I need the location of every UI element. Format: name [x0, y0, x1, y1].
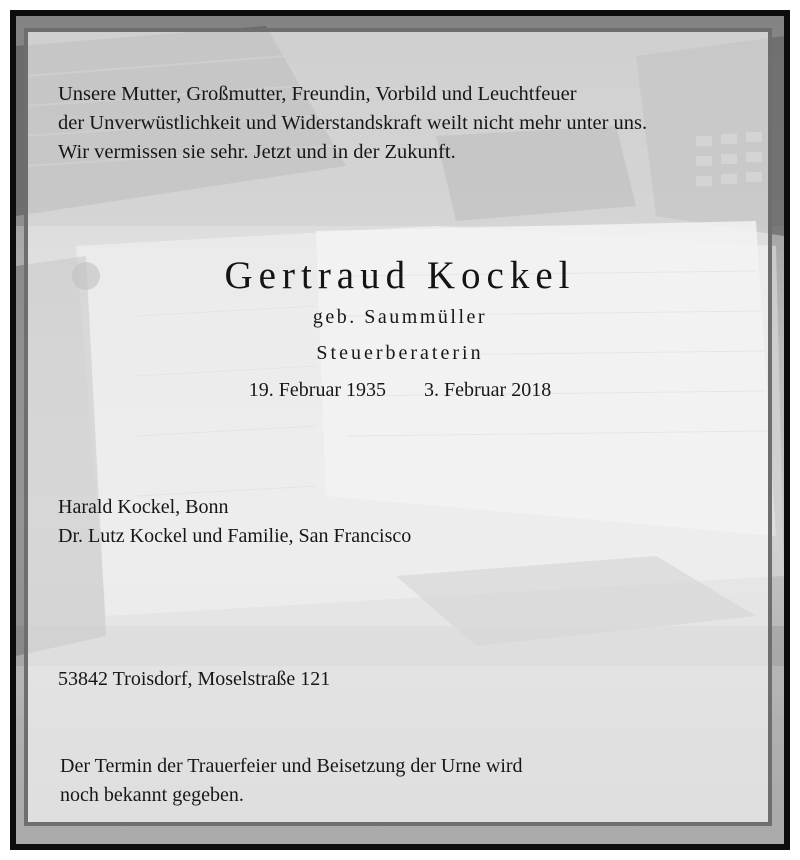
closing-line: noch bekannt gegeben. — [60, 784, 244, 806]
mourner: Dr. Lutz Kockel und Familie, San Francisco — [58, 525, 412, 547]
profession: Steuerberaterin — [316, 342, 484, 364]
birth-name: geb. Saummüller — [312, 306, 488, 328]
mourner: Harald Kockel, Bonn — [58, 496, 229, 518]
closing-text — [60, 752, 523, 810]
intro-text — [58, 80, 647, 167]
closing-line: Der Termin der Trauerfeier und Beisetzung der Urne wird — [60, 755, 523, 777]
mourners-list — [58, 493, 411, 551]
death-date: 3. Februar 2018 — [424, 379, 552, 401]
obituary-notice — [10, 10, 790, 850]
deceased-name: Gertraud Kockel — [224, 254, 576, 297]
intro-line: der Unverwüstlichkeit und Widerstandskraft weilt nicht mehr unter uns. — [58, 112, 648, 134]
intro-line: Wir vermissen sie sehr. Jetzt und in der Zukunft. — [58, 141, 456, 163]
life-dates — [10, 379, 790, 402]
intro-line: Unsere Mutter, Großmutter, Freundin, Vorbild und Leuchtfeuer — [58, 83, 577, 105]
birth-date: 19. Februar 1935 — [248, 379, 386, 401]
address: 53842 Troisdorf, Moselstraße 121 — [58, 668, 331, 690]
